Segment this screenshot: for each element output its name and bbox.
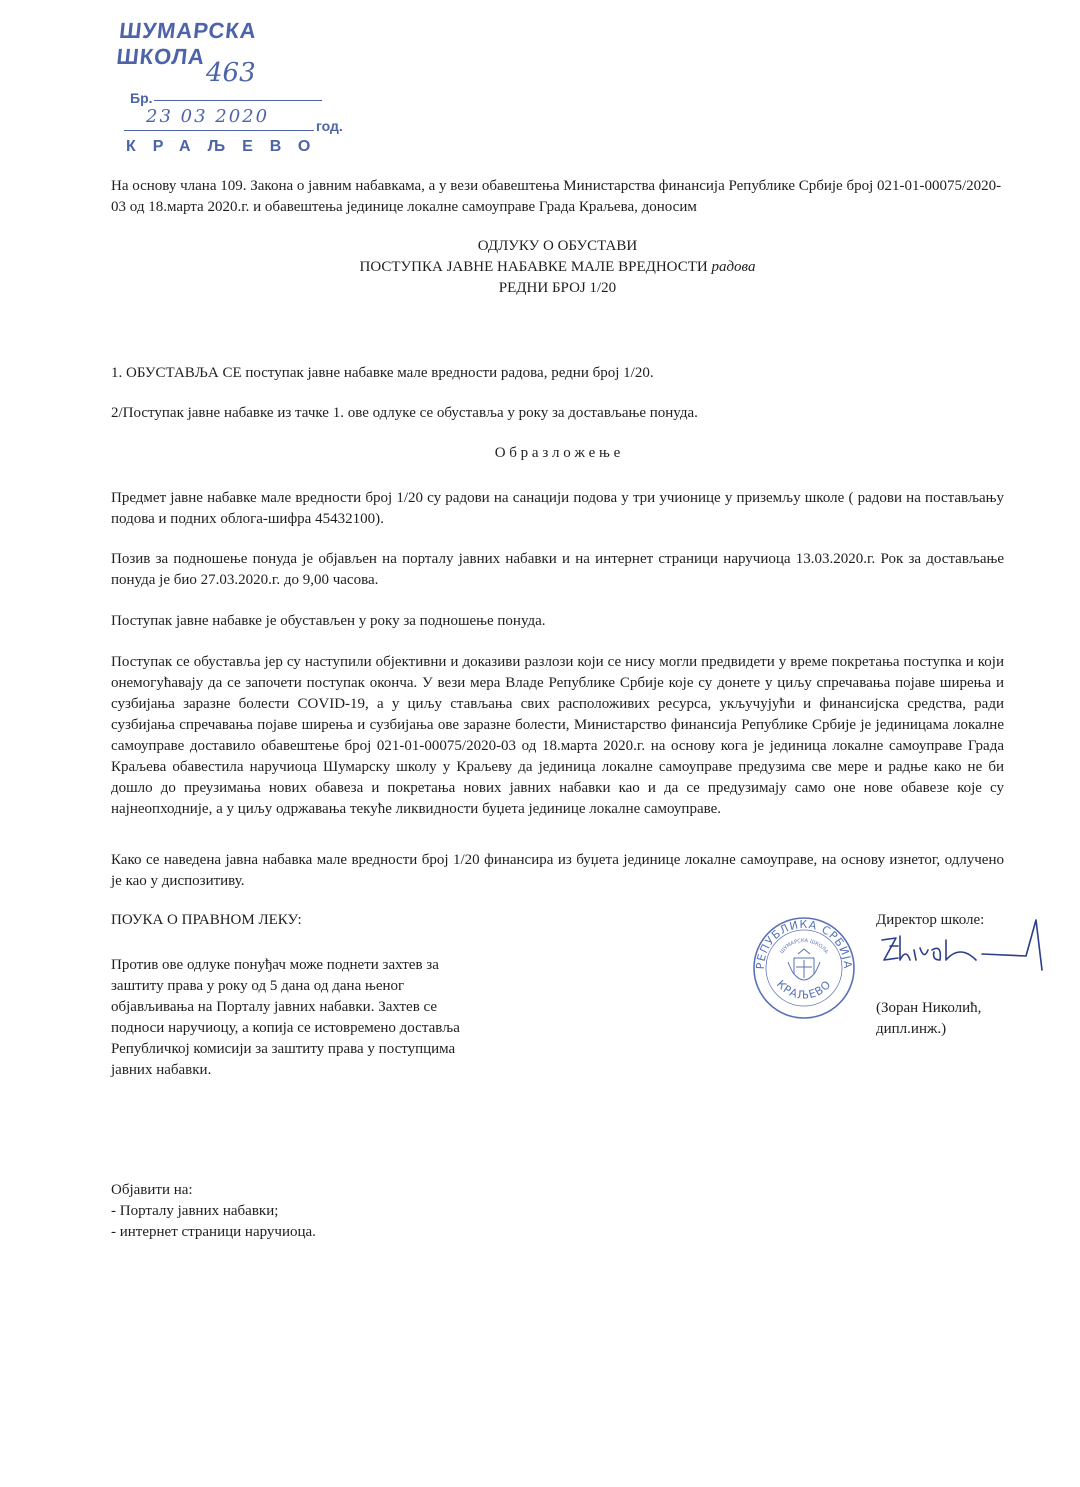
director-name-line-2: дипл.инж.)	[876, 1021, 947, 1037]
point-1: 1. ОБУСТАВЉА СЕ поступак јавне набавке мале вредности радова, редни број 1/20.	[111, 365, 654, 381]
registry-stamp	[115, 14, 348, 164]
stamp-school-name: ШУМАРСКА ШКОЛА	[115, 18, 259, 69]
heading-line-3: РЕДНИ БРОЈ 1/20	[498, 280, 617, 296]
director-name-line-1: (Зоран Николић,	[876, 1000, 982, 1016]
heading-line-1: ОДЛУКУ О ОБУСТАВИ	[477, 238, 638, 254]
stamp-number-value: 463	[206, 58, 256, 88]
paragraph-subject: Предмет јавне набавке мале вредности број 1/20 су радови на санацији подова у три учионице у приземљу школе ( радови на постављању подова и подних облога-шифра 45432100).	[111, 490, 1004, 527]
legal-remedy-text: Против ове одлуке понуђач може поднети захтев за заштиту права у року од 5 дана од дана њеног објављивања на Порталу јавних набавки. Захтев се подноси наручиоцу, а копија се истовремено доставља Републичкој комисији за заштиту права у поступцима јавних набавки.	[111, 957, 460, 1078]
stamp-date-line	[124, 130, 314, 131]
seal-top-text: РЕПУБЛИКА СРБИЈА	[753, 917, 855, 970]
paragraph-conclusion: Како се наведена јавна набавка мале вредности број 1/20 финансира из буџета јединице локалне самоуправе, на основу изнетог, одлучено је као у диспозитиву.	[111, 852, 1004, 889]
heading-line-2-italic: радова	[711, 259, 756, 275]
point-2: 2/Поступак јавне набавке из тачке 1. ове одлуке се обуставља у року за достављање понуда.	[111, 405, 698, 421]
paragraph-reasons: Поступак се обуставља јер су наступили објективни и доказиви разлози који се нису могли предвидети у време покретања поступка и који онемогућавају да се започети поступак оконча. У вези мера Владе Републике Србије које су донете у циљу спречавања појаве ширења и сузбијања заразне болести COVID-19, а у циљу стављања свих расположивих ресурса, укључујући и финансијска средства, ради сузбијања спречавања појаве ширења и сузбијања ове заразне болести, Министарство финансија Републике Србије је јединицама локалне самоуправе доставило обавештење број 021-01-00075/2020-03 од 18.марта 2020.г. на основу кога је јединица локалне самоуправе Града Краљева обавестила наручиоца Шумарску школу у Краљеву да јединица локалне самоуправе предузима све мере и радње како не би дошло до преузимања нових обавеза и покретања нових јавних набавки као и да се предузимају само оне нове обавезе које су најнеопходније, а у циљу одржавања текуће ликвидности буџета јединице локалне самоуправе.	[111, 654, 1004, 817]
reasoning-title: О б р а з л о ж е њ е	[494, 445, 621, 461]
paragraph-invitation: Позив за подношење понуда је објављен на порталу јавних набавки и на интернет страници наручиоца 13.03.2020.г. Рок за достављање понуда је био 27.03.2020.г. до 9,00 часова.	[111, 551, 1004, 588]
seal-bottom-text: КРАЉЕВО	[773, 977, 835, 1002]
publish-title: Објавити на:	[111, 1182, 193, 1198]
svg-text:КРАЉЕВО	[774, 978, 834, 1002]
stamp-number-line	[154, 100, 322, 101]
publish-item-website: - интернет страници наручиоца.	[111, 1224, 316, 1240]
heading-line-2-main: ПОСТУПКА ЈАВНЕ НАБАВКЕ МАЛЕ ВРЕДНОСТИ	[359, 259, 712, 275]
stamp-year-label: год.	[316, 118, 343, 134]
heading-line-2	[111, 257, 1004, 278]
official-seal	[752, 916, 856, 1020]
publish-item-portal: - Порталу јавних набавки;	[111, 1203, 279, 1219]
stamp-date-value: 23 03 2020	[146, 106, 270, 127]
stamp-city: КРАЉЕВО	[126, 138, 328, 155]
seal-inner-text: ШУМАРСКА ШКОЛА	[778, 937, 830, 955]
decision-heading	[111, 236, 1004, 299]
svg-text:ШУМАРСКА ШКОЛА	[779, 938, 829, 956]
director-label: Директор школе:	[876, 912, 985, 928]
coat-of-arms-icon	[788, 949, 820, 980]
intro-paragraph: На основу члана 109. Закона о јавним набавкама, а у вези обавештења Министарства финансија Републике Србије број 021-01-00075/2020-03 од 18.марта 2020.г. и обавештења јединице локалне самоуправе Града Краљева, доносим	[111, 178, 1002, 215]
legal-remedy-title: ПОУКА О ПРАВНОМ ЛЕКУ:	[111, 912, 302, 928]
paragraph-suspended: Поступак јавне набавке је обустављен у року за подношење понуда.	[111, 613, 546, 629]
director-signature	[876, 914, 1056, 984]
stamp-number-label: Бр.	[130, 90, 153, 106]
